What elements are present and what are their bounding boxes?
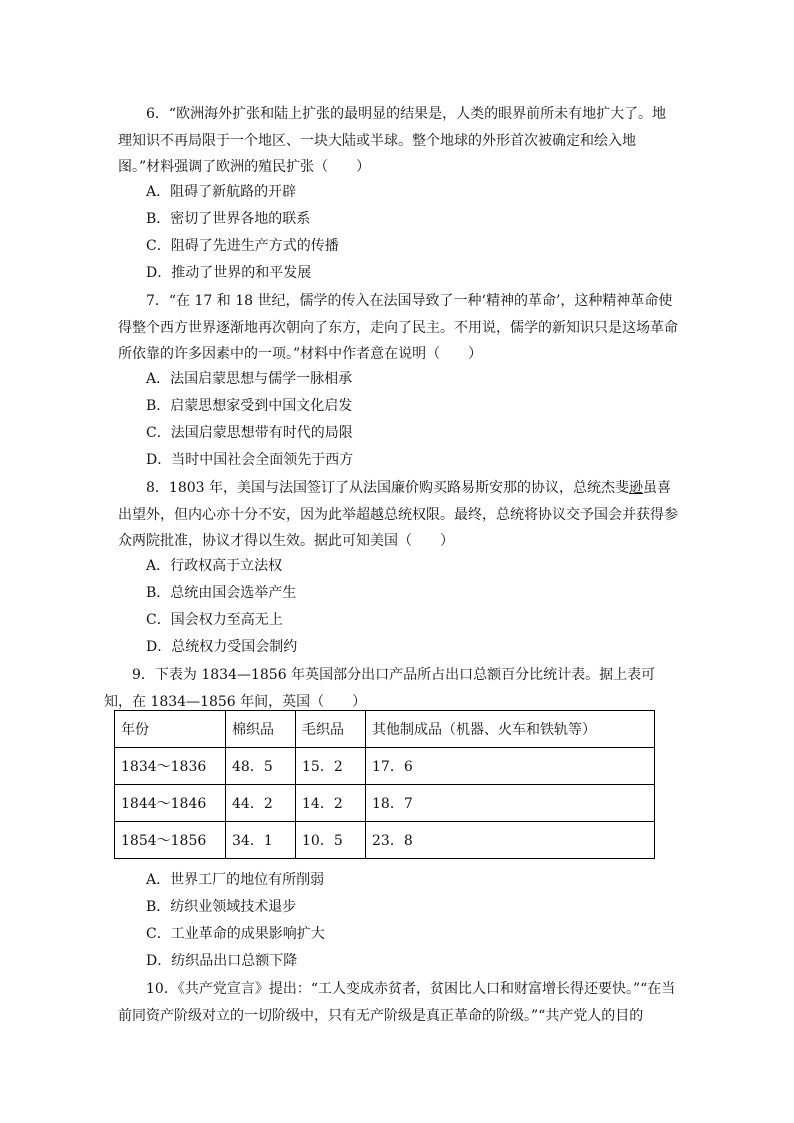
question-9-option-a: A．世界工厂的地位有所削弱: [146, 872, 325, 888]
table-cell: 10．5: [296, 822, 366, 859]
table-row: [115, 748, 655, 785]
table-header-wool: 毛织品: [296, 711, 366, 748]
question-9-option-c: C．工业革命的成果影响扩大: [146, 926, 325, 942]
question-8-stem-underlined: 逊: [629, 480, 643, 496]
question-9-stem: 9．下表为 1834—1856 年英国部分出口产品所占出口总额百分比统计表。据上表可知，在 1834—1856 年间，英国（ ）: [104, 667, 656, 710]
table-row: [115, 785, 655, 822]
question-7-option-c: C．法国启蒙思想带有时代的局限: [146, 425, 353, 441]
question-6-option-c: C．阻碍了先进生产方式的传播: [146, 238, 339, 254]
question-8-option-b: B．总统由国会选举产生: [146, 585, 297, 601]
table-row: [115, 822, 655, 859]
export-table: [114, 710, 655, 859]
question-8-option-c: C．国会权力至高无上: [146, 612, 283, 628]
question-10-stem: 10．《共产党宣言》提出：“工人变成赤贫者，贫困比人口和财富增长得还要快。”“在当前同资产阶级对立的一切阶级中，只有无产阶级是真正革命的阶级。”“共产党人的目的: [118, 981, 676, 1024]
table-cell: 23．8: [366, 822, 655, 859]
question-6-option-a: A．阻碍了新航路的开辟: [146, 184, 297, 200]
table-cell: 34．1: [226, 822, 296, 859]
question-9-option-d: D．纺织品出口总额下降: [146, 953, 298, 969]
question-8-option-d: D．总统权力受国会制约: [146, 639, 298, 655]
question-8-stem-part-2: 虽喜出望外，但内心亦十分不安，因为此举超越总统权限。最终，总统将协议交予国会并获得参众两院批准，协议才得以生效。据此可知美国（ ）: [118, 480, 678, 549]
question-8-option-a: A．行政权高于立法权: [146, 558, 283, 574]
question-7-option-d: D．当时中国社会全面领先于西方: [146, 452, 354, 468]
table-cell: 44．2: [226, 785, 296, 822]
question-7-option-b: B．启蒙思想家受到中国文化启发: [146, 398, 353, 414]
table-cell: 18．7: [366, 785, 655, 822]
question-8-stem: [118, 475, 678, 555]
table-header-other: 其他制成品（机器、火车和铁轨等）: [366, 711, 655, 748]
question-6-stem: 6．“欧洲海外扩张和陆上扩张的最明显的结果是，人类的眼界前所未有地扩大了。地理知识不再局限于一个地区、一块大陆或半球。整个地球的外形首次被确定和绘入地图。”材料强调了欧洲的殖民扩张（ ）: [118, 106, 667, 175]
table-header-year: 年份: [115, 711, 226, 748]
question-6-option-d: D．推动了世界的和平发展: [146, 265, 312, 281]
table-cell: 1844～1846: [115, 785, 226, 822]
question-6-option-b: B．密切了世界各地的联系: [146, 211, 311, 227]
table-cell: 48．5: [226, 748, 296, 785]
question-7-stem: 7．“在 17 和 18 世纪，儒学的传入在法国导致了一种‘精神的革命’，这种精神革命使得整个西方世界逐渐地再次朝向了东方，走向了民主。不用说，儒学的新知识只是这场革命所依靠的许多因素中的一项。”材料中作者意在说明（ ）: [118, 293, 678, 362]
table-header-cotton: 棉织品: [226, 711, 296, 748]
question-7-option-a: A．法国启蒙思想与儒学一脉相承: [146, 371, 353, 387]
table-header-row: [115, 711, 655, 748]
table-cell: 17．6: [366, 748, 655, 785]
question-8-stem-part-1: 8．1803 年，美国与法国签订了从法国廉价购买路易斯安那的协议，总统杰斐: [146, 480, 629, 496]
table-cell: 1854～1856: [115, 822, 226, 859]
question-9-option-b: B．纺织业领域技术退步: [146, 899, 297, 915]
table-cell: 15．2: [296, 748, 366, 785]
table-cell: 14．2: [296, 785, 366, 822]
table-cell: 1834～1836: [115, 748, 226, 785]
